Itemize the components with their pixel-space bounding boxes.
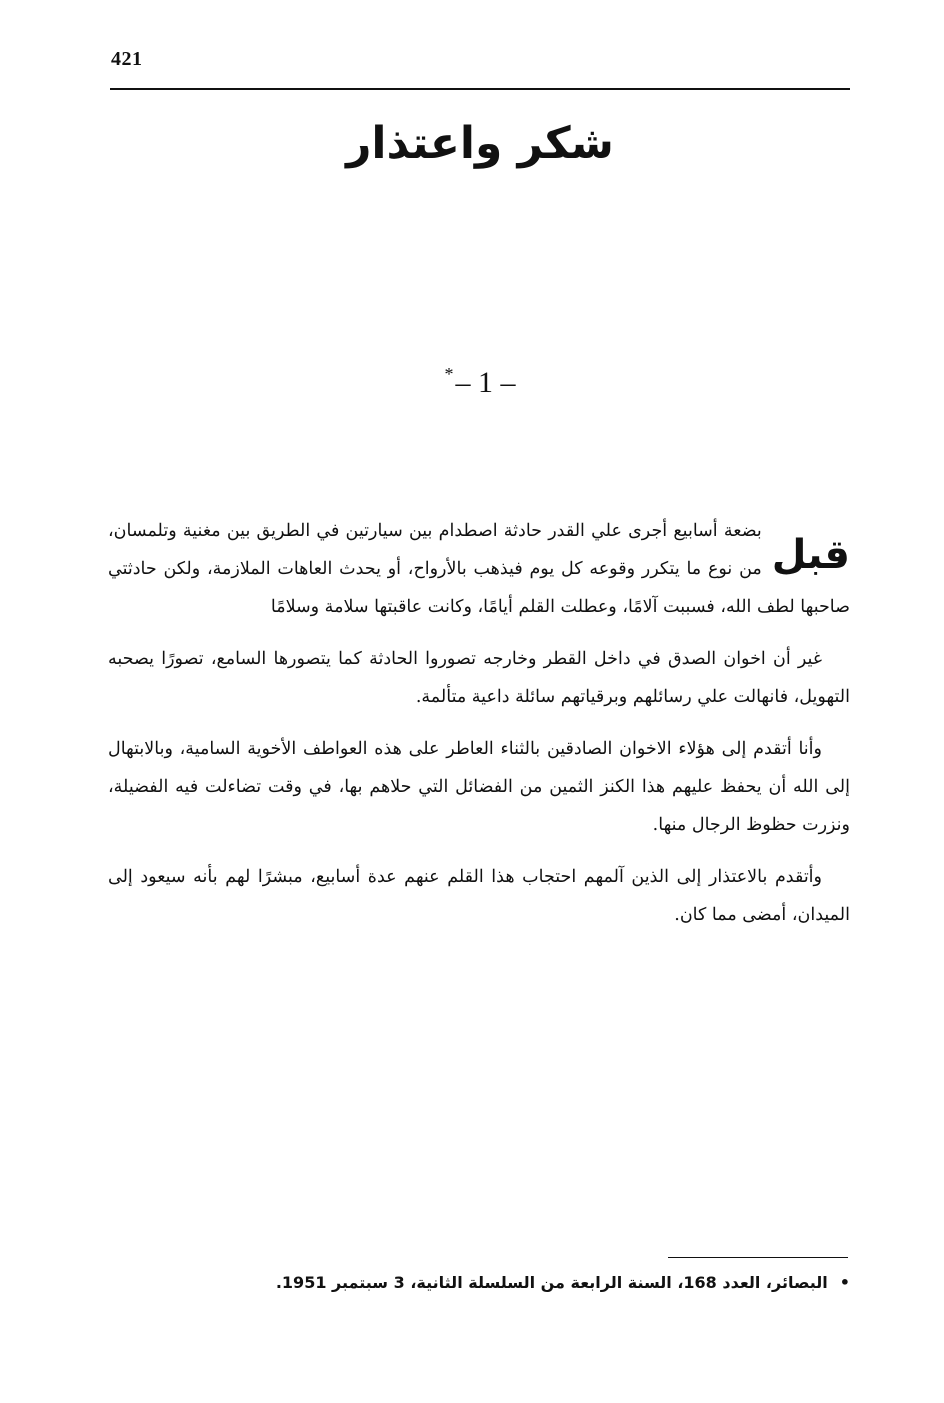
paragraph-2: غير أن اخوان الصدق في داخل القطر وخارجه تصوروا الحادثة كما يتصورها السامع، تصورًا يصحبه التهويل، فانهالت علي رسائلهم وبرقياتهم سائلة داعية متألمة. xyxy=(108,649,850,707)
footnote-rule xyxy=(668,1257,848,1258)
paragraph-1 xyxy=(108,512,850,626)
paragraph-4: وأتقدم بالاعتذار إلى الذين آلمهم احتجاب هذا القلم عنهم عدة أسابيع، مبشرًا لهم بأنه سيعود إلى الميدان، أمضى مما كان. xyxy=(108,867,850,925)
page-title: شكر واعتذار xyxy=(346,118,614,169)
footnote-bullet: • xyxy=(839,1273,850,1292)
header-rule xyxy=(110,88,850,90)
paragraph-3: وأنا أتقدم إلى هؤلاء الاخوان الصادقين بالثناء العاطر على هذه العواطف الأخوية السامية، وبالابتهال إلى الله أن يحفظ عليهم هذا الكنز الثمين من الفضائل التي حلاهم بها، في وقت تضاءلت فيه الفضيلة، ونزرت حظوظ الرجال منها. xyxy=(108,739,850,835)
article-body xyxy=(108,512,850,948)
section-number: – 1 – xyxy=(455,366,516,399)
section-marker xyxy=(110,364,850,400)
footnote-mark: * xyxy=(444,364,454,384)
paragraph-1-text: بضعة أسابيع أجرى علي القدر حادثة اصطدام بين سيارتين في الطريق بين مغنية وتلمسان، من نوع ما يتكرر وقوعه كل يوم فيذهب بالأرواح، أو يحدث العاهات الملازمة، ولكن حادثتي صاحبها لطف الله، فسببت آلامًا، وعطلت القلم أيامًا، وكانت عاقبتها سلامة وسلامًا xyxy=(108,521,850,617)
page-number: 421 xyxy=(111,48,143,70)
footnote xyxy=(250,1268,850,1298)
drop-cap-word: قبل xyxy=(771,532,850,578)
footnote-text: البصائر، العدد 168، السنة الرابعة من السلسلة الثانية، 3 سبتمبر 1951. xyxy=(275,1273,828,1292)
